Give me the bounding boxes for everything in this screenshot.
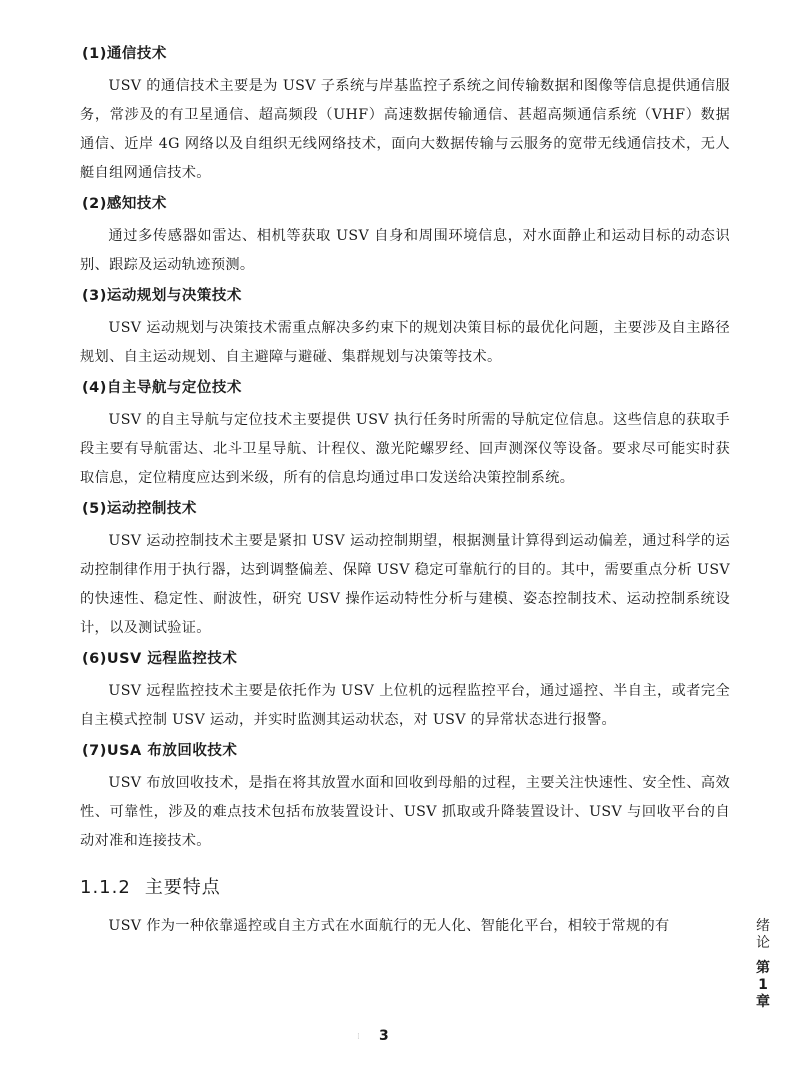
chapter-number: 第1章: [756, 960, 770, 1010]
subsection-3: [80, 286, 730, 372]
subsection-heading: (1)通信技术: [82, 46, 167, 62]
subsection-2: [80, 194, 730, 280]
subsection-heading: (5)运动控制技术: [82, 501, 197, 517]
subsection-heading: (4)自主导航与定位技术: [82, 380, 242, 396]
subsection-heading: (7)USA 布放回收技术: [82, 743, 238, 759]
page-content: [80, 44, 730, 947]
subsection-heading: (2)感知技术: [82, 196, 167, 212]
section-heading: [80, 876, 730, 900]
subsection-4: [80, 378, 730, 493]
subsection-paragraph: USV 运动规划与决策技术需重点解决多约束下的规划决策目标的最优化问题，主要涉及自主路径规划、自主运动规划、自主避障与避碰、集群规划与决策等技术。: [80, 320, 730, 365]
section-title: 主要特点: [144, 877, 221, 898]
subsection-paragraph: USV 的自主导航与定位技术主要提供 USV 执行任务时所需的导航定位信息。这些信息的获取手段主要有导航雷达、北斗卫星导航、计程仪、激光陀螺罗经、回声测深仪等设备。要求尽可能实时获取信息，定位精度应达到米级，所有的信息均通过串口发送给决策控制系统。: [80, 412, 730, 486]
subsection-7: [80, 741, 730, 856]
subsection-1: [80, 44, 730, 188]
chapter-title: 绪论: [756, 918, 770, 951]
subsection-6: [80, 649, 730, 735]
subsection-heading: (3)运动规划与决策技术: [82, 288, 242, 304]
subsection-paragraph: 通过多传感器如雷达、相机等获取 USV 自身和周围环境信息，对水面静止和运动目标的动态识别、跟踪及运动轨迹预测。: [80, 228, 730, 273]
subsection-5: [80, 499, 730, 643]
subsection-paragraph: USV 的通信技术主要是为 USV 子系统与岸基监控子系统之间传输数据和图像等信息提供通信服务，常涉及的有卫星通信、超高频段（UHF）高速数据传输通信、甚超高频通信系统（VHF）数据通信、近岸 4G 网络以及自组织无线网络技术，面向大数据传输与云服务的宽带无线通信技术，无人艇自组网通信技术。: [80, 78, 730, 181]
scan-smudge: ⁞: [357, 1032, 360, 1042]
subsection-paragraph: USV 运动控制技术主要是紧扣 USV 运动控制期望，根据测量计算得到运动偏差，通过科学的运动控制律作用于执行器，达到调整偏差、保障 USV 稳定可靠航行的目的。其中，需要重点分析 USV 的快速性、稳定性、耐波性，研究 USV 操作运动特性分析与建模、姿态控制技术、运动控制系统设计，以及测试验证。: [80, 533, 730, 636]
closing-paragraph: USV 作为一种依靠遥控或自主方式在水面航行的无人化、智能化平台，相较于常规的有: [108, 918, 670, 934]
subsection-heading: (6)USV 远程监控技术: [82, 651, 238, 667]
chapter-sidebar: [752, 918, 774, 1011]
page-number: 3: [379, 1028, 389, 1044]
subsection-paragraph: USV 远程监控技术主要是依托作为 USV 上位机的远程监控平台，通过遥控、半自主，或者完全自主模式控制 USV 运动，并实时监测其运动状态，对 USV 的异常状态进行报警。: [80, 683, 730, 728]
subsection-paragraph: USV 布放回收技术，是指在将其放置水面和回收到母船的过程，主要关注快速性、安全性、高效性、可靠性，涉及的难点技术包括布放装置设计、USV 抓取或升降装置设计、USV 与回收平台的自动对准和连接技术。: [80, 775, 730, 849]
section-number: 1.1.2: [80, 877, 131, 898]
